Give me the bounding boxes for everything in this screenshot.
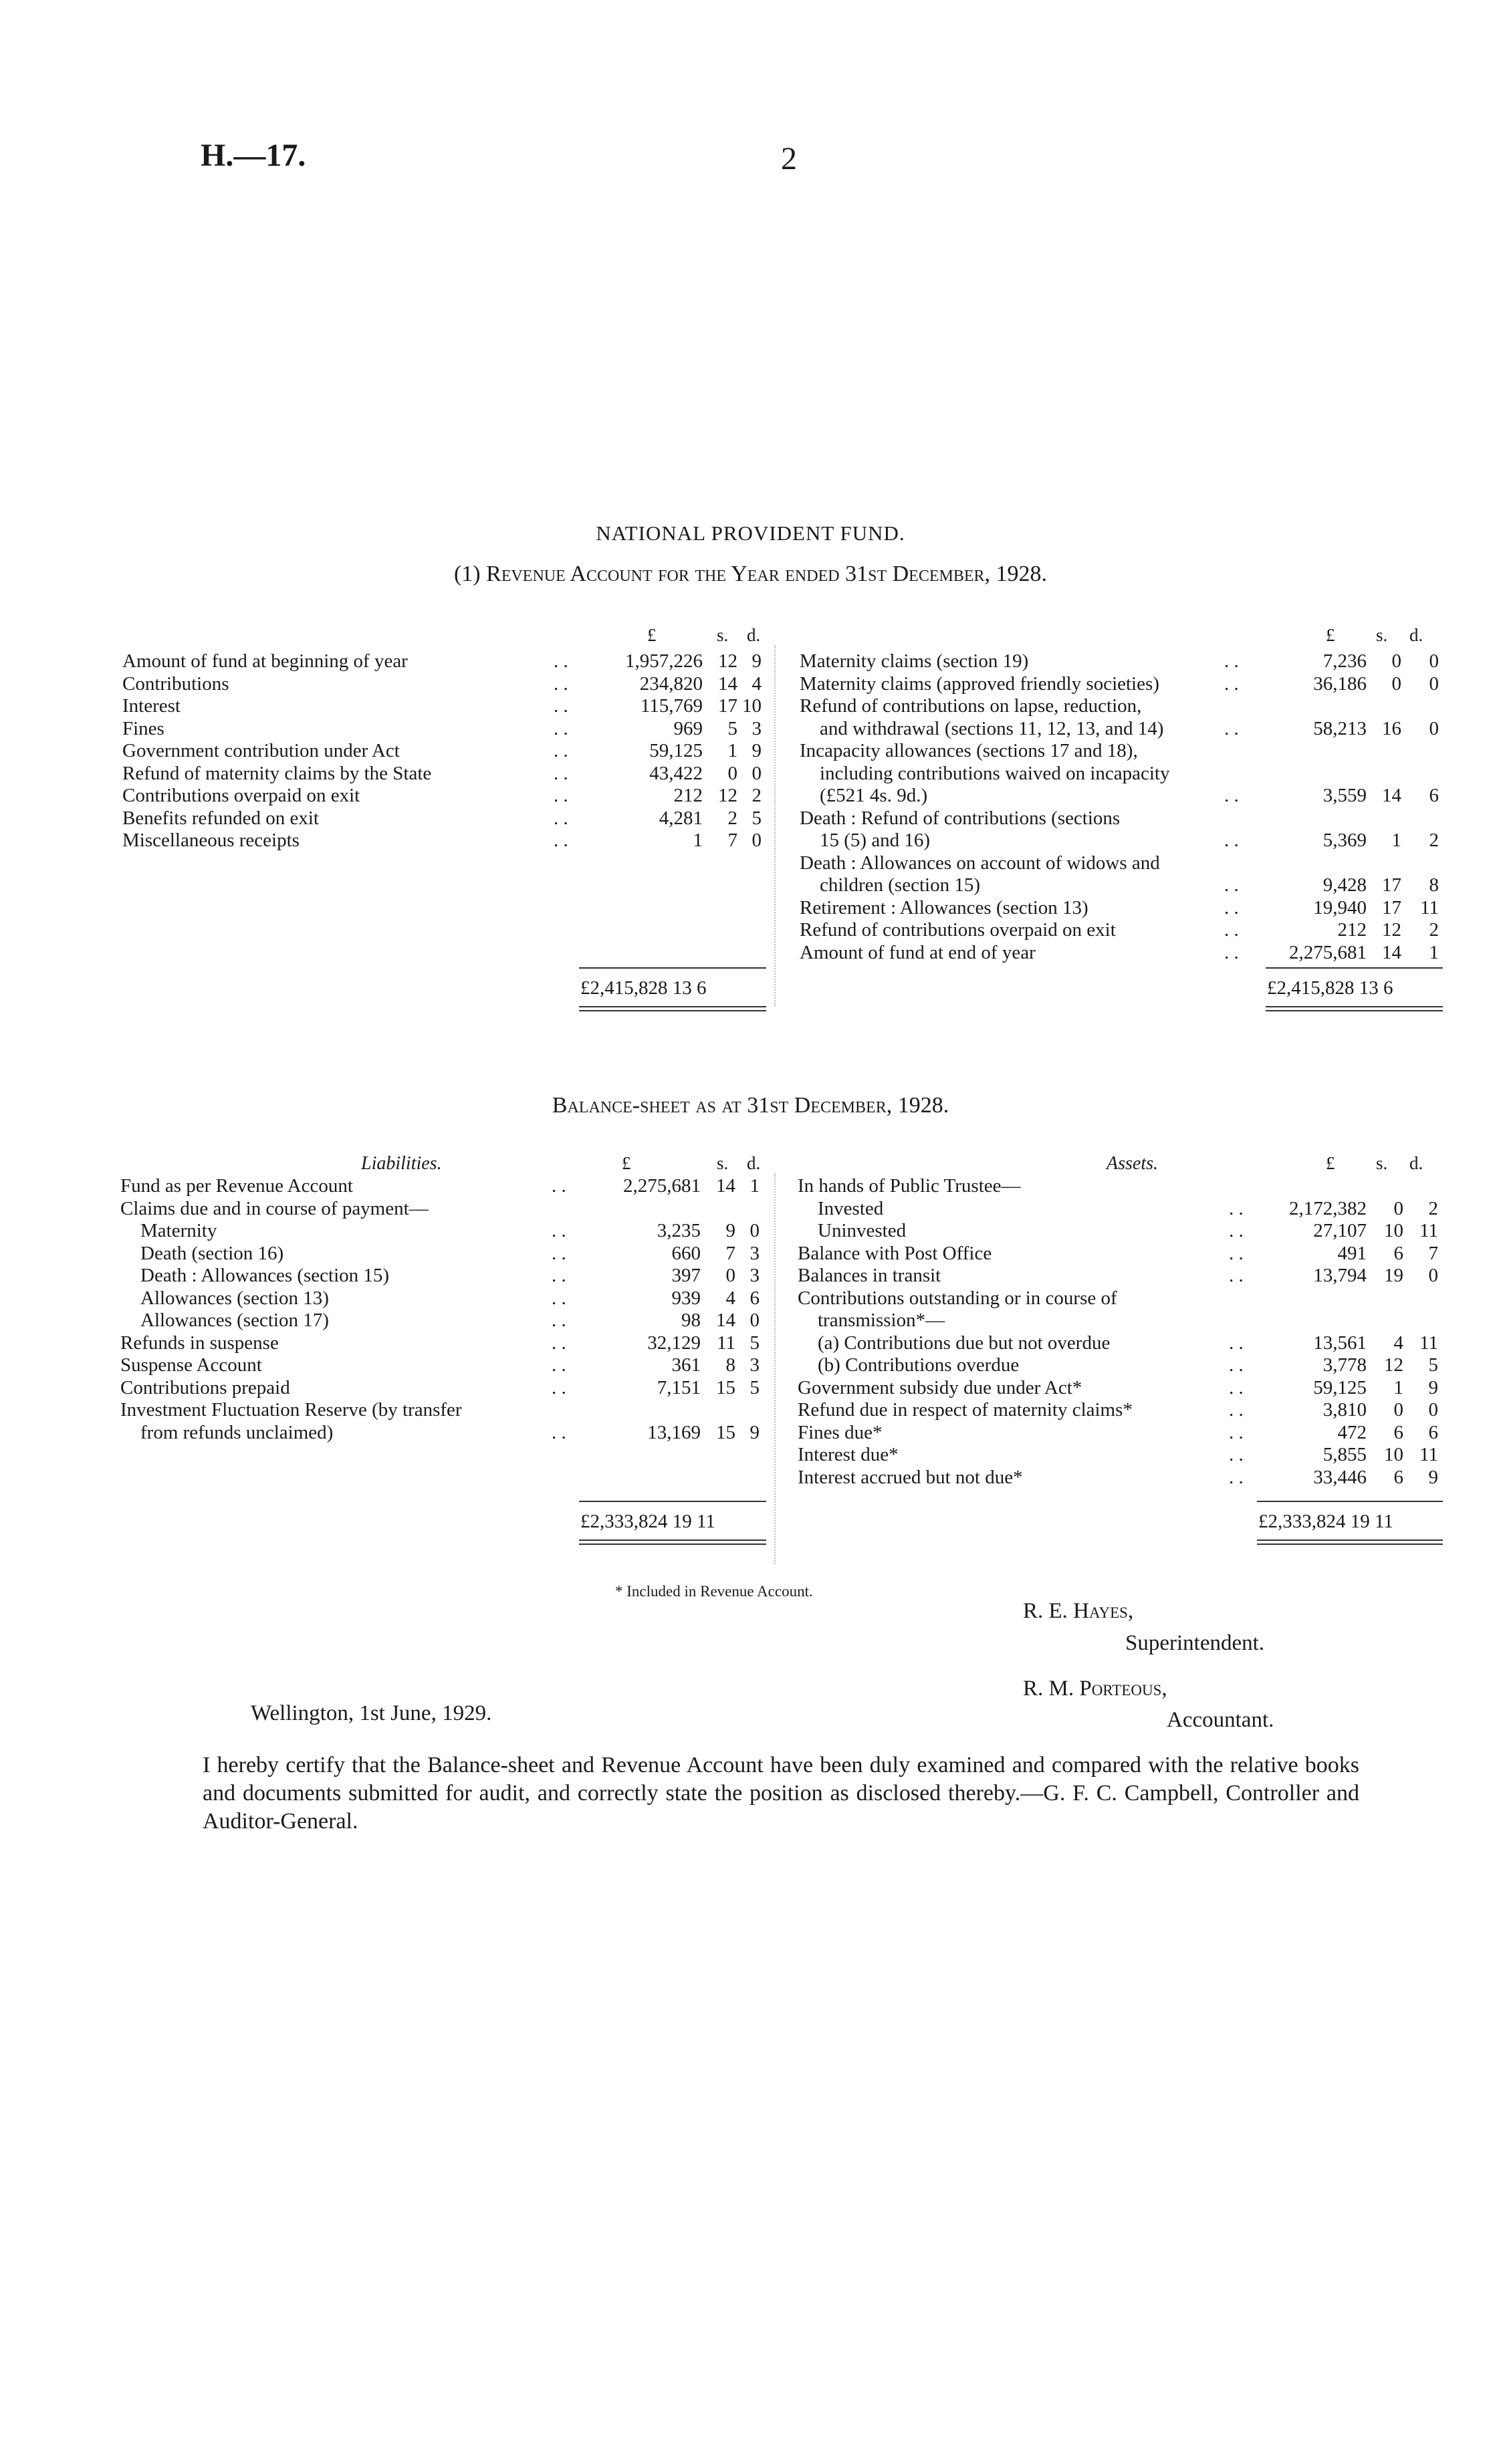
revenue-payment-label: Maternity claims (section 19) [800,650,1029,672]
revenue-payment-row [800,897,1443,920]
revenue-payments-column [800,650,1443,964]
liability-pence: 3 [749,1265,760,1286]
revenue-prefix: (1) [453,562,487,586]
fund-title: NATIONAL PROVIDENT FUND. [596,521,905,545]
bal-left-pound-header: £ [622,1153,631,1173]
revenue-payment-label: and withdrawal (sections 11, 12, 13, and 14) [820,717,1164,739]
liability-row [120,1354,764,1377]
revenue-receipt-row [122,673,764,696]
rev-right-pound-header: £ [1326,625,1335,645]
revenue-receipt-shillings: 12 [718,785,737,806]
liability-label: Death (section 16) [140,1242,284,1264]
revenue-receipt-shillings: 5 [727,717,737,739]
asset-label: Refund due in respect of maternity claims* [798,1399,1133,1421]
revenue-receipt-pence: 10 [742,695,762,717]
revenue-payment-leader-dots: . . [1224,919,1239,941]
liability-shillings: 14 [716,1310,735,1331]
revenue-payment-leader-dots: . . [1224,717,1239,739]
revenue-receipt-pence: 4 [752,672,762,695]
liability-row [120,1243,764,1265]
asset-pence: 9 [1428,1376,1438,1398]
asset-pounds: 27,107 [1313,1220,1367,1241]
revenue-payment-pounds: 5,369 [1322,830,1367,851]
revenue-payment-pence: 0 [1429,672,1439,695]
revenue-payment-row [800,650,1443,673]
asset-leader-dots: . . [1229,1466,1244,1488]
liability-label: Suspense Account [120,1354,262,1376]
balance-left-total: £2,333,824 19 11 [580,1511,715,1532]
liability-pounds: 98 [681,1310,701,1331]
document-reference: H.—17. [201,138,306,173]
liability-pounds: 939 [671,1287,701,1309]
asset-row [798,1467,1443,1489]
asset-leader-dots: . . [1229,1399,1244,1421]
asset-shillings: 6 [1393,1421,1403,1443]
asset-pence: 6 [1428,1421,1438,1443]
revenue-payment-pounds: 36,186 [1313,672,1367,695]
revenue-payment-shillings: 16 [1382,717,1401,739]
revenue-receipt-label: Refund of maternity claims by the State [122,762,432,784]
liability-pence: 3 [749,1242,760,1264]
revenue-receipt-pence: 2 [752,785,762,806]
revenue-payment-label: Death : Refund of contributions (sections [800,807,1121,829]
revenue-payment-leader-dots: . . [1224,650,1239,672]
revenue-receipt-shillings: 1 [727,740,737,761]
asset-row [798,1422,1443,1445]
liability-leader-dots: . . [552,1220,566,1241]
revenue-receipt-label: Contributions [122,672,229,695]
assets-column [798,1175,1443,1489]
liability-label: Claims due and in course of payment— [120,1197,429,1219]
revenue-payment-pence: 8 [1429,874,1439,896]
revenue-payment-pounds: 212 [1337,919,1367,941]
revenue-receipt-pence: 0 [752,830,762,851]
liability-leader-dots: . . [552,1242,566,1264]
asset-shillings: 0 [1393,1197,1403,1219]
revenue-receipt-pounds: 1 [693,830,703,851]
revenue-payment-row [800,763,1443,785]
revenue-receipt-pounds: 1,957,226 [625,650,703,672]
asset-shillings: 12 [1384,1354,1403,1376]
revenue-receipt-pounds: 212 [673,785,703,806]
asset-row [798,1310,1443,1332]
liability-label: Investment Fluctuation Reserve (by transfer [120,1399,462,1421]
signatory-1-title: Superintendent. [1125,1631,1265,1655]
revenue-payment-label: Retirement : Allowances (section 13) [800,896,1088,918]
liability-row [120,1422,764,1445]
bal-right-shilling-header: s. [1376,1153,1388,1173]
asset-label: Interest due* [798,1444,899,1465]
revenue-payment-shillings: 1 [1391,830,1401,851]
revenue-payment-label: 15 (5) and 16) [820,830,931,851]
revenue-payment-label: Death : Allowances on account of widows and [800,852,1160,874]
asset-shillings: 1 [1393,1376,1403,1398]
revenue-payment-pence: 2 [1429,830,1439,851]
revenue-payment-leader-dots: . . [1224,874,1239,896]
liability-shillings: 4 [725,1287,735,1309]
revenue-receipt-shillings: 2 [727,807,737,829]
asset-pence: 11 [1419,1220,1438,1241]
liability-label: Allowances (section 13) [140,1287,329,1309]
revenue-receipt-row [122,785,764,808]
revenue-payment-pence: 11 [1420,896,1439,918]
revenue-receipt-leader-dots: . . [554,830,568,851]
revenue-payment-row [800,695,1443,718]
rev-right-pence-header: d. [1409,625,1423,645]
revenue-payment-shillings: 14 [1382,785,1401,806]
asset-shillings: 10 [1384,1444,1403,1465]
rev-left-pound-header: £ [647,625,657,645]
asset-pounds: 59,125 [1313,1376,1367,1398]
revenue-payment-pence: 0 [1429,650,1439,672]
revenue-receipt-row [122,740,764,763]
revenue-payment-row [800,718,1443,741]
asset-pounds: 472 [1337,1421,1367,1443]
liability-shillings: 9 [725,1220,735,1241]
revenue-payment-shillings: 0 [1391,650,1401,672]
asset-pence: 2 [1428,1197,1438,1219]
asset-shillings: 10 [1384,1220,1403,1241]
liability-pence: 0 [749,1310,760,1331]
asset-pounds: 3,810 [1322,1399,1367,1421]
revenue-payment-shillings: 0 [1391,672,1401,695]
asset-row [798,1332,1443,1355]
liability-row [120,1265,764,1287]
revenue-receipt-pence: 5 [752,807,762,829]
liability-row [120,1310,764,1332]
asset-pounds: 13,561 [1313,1332,1367,1354]
asset-row [798,1354,1443,1377]
revenue-receipt-leader-dots: . . [554,695,568,717]
revenue-receipt-pence: 9 [752,740,762,761]
bal-right-pence-header: d. [1409,1153,1423,1173]
liabilities-column [120,1175,764,1444]
liability-leader-dots: . . [552,1265,566,1286]
bal-right-pound-header: £ [1326,1153,1335,1173]
revenue-receipt-row [122,718,764,741]
assets-heading: Assets. [1107,1153,1158,1174]
asset-shillings: 19 [1384,1265,1403,1286]
asset-label: (a) Contributions due but not overdue [818,1332,1111,1354]
liability-pence: 5 [749,1332,760,1354]
bal-left-shilling-header: s. [717,1153,729,1173]
asset-pounds: 491 [1337,1242,1367,1264]
footnote: * Included in Revenue Account. [615,1583,813,1600]
balance-sheet-title-visible: Balance-sheet as at 31st December, 1928. [552,1093,949,1118]
asset-label: Interest accrued but not due* [798,1466,1023,1488]
asset-shillings: 0 [1393,1399,1403,1421]
liability-leader-dots: . . [552,1332,566,1354]
revenue-receipt-label: Contributions overpaid on exit [122,785,360,806]
liability-leader-dots: . . [552,1310,566,1331]
revenue-payment-label: children (section 15) [820,874,980,896]
revenue-receipt-pounds: 59,125 [649,740,703,761]
liability-leader-dots: . . [552,1354,566,1376]
revenue-receipt-leader-dots: . . [554,672,568,695]
revenue-receipt-row [122,650,764,673]
asset-label: Government subsidy due under Act* [798,1376,1082,1398]
asset-row [798,1198,1443,1221]
asset-shillings: 6 [1393,1242,1403,1264]
liability-pence: 9 [749,1421,760,1443]
liability-pounds: 660 [671,1242,701,1264]
revenue-receipt-shillings: 17 [718,695,737,717]
asset-label: Balance with Post Office [798,1242,992,1264]
asset-pounds: 3,778 [1322,1354,1367,1376]
bal-left-pence-header: d. [747,1153,761,1173]
revenue-receipt-leader-dots: . . [554,740,568,761]
asset-row [798,1175,1443,1198]
liability-pence: 0 [749,1220,760,1241]
rev-left-pence-header: d. [747,625,761,645]
asset-pounds: 5,855 [1322,1444,1367,1465]
signatory-2-name: R. M. Porteous, [1023,1677,1167,1701]
liability-pounds: 13,169 [647,1421,701,1443]
liability-leader-dots: . . [552,1175,566,1197]
revenue-payment-row [800,919,1443,942]
revenue-payment-shillings: 12 [1382,919,1401,941]
revenue-payment-row [800,740,1443,763]
revenue-receipt-label: Benefits refunded on exit [122,807,319,829]
revenue-payment-label: Refund of contributions overpaid on exit [800,919,1116,941]
signatory-1-name: R. E. Hayes, [1023,1599,1134,1623]
revenue-receipt-label: Amount of fund at beginning of year [122,650,408,672]
revenue-payment-label: Refund of contributions on lapse, reduction, [800,695,1142,717]
revenue-receipt-row [122,763,764,785]
revenue-right-total: £2,415,828 13 6 [1267,977,1393,999]
asset-label: In hands of Public Trustee— [798,1175,1021,1197]
revenue-payment-label: Incapacity allowances (sections 17 and 18), [800,740,1138,761]
asset-label: Uninvested [818,1220,907,1241]
liability-pounds: 397 [671,1265,701,1286]
revenue-payment-pounds: 9,428 [1322,874,1367,896]
asset-leader-dots: . . [1229,1265,1244,1286]
revenue-payment-leader-dots: . . [1224,672,1239,695]
revenue-receipt-shillings: 14 [718,672,737,695]
liability-shillings: 0 [725,1265,735,1286]
asset-pence: 5 [1428,1354,1438,1376]
revenue-payment-pence: 6 [1429,785,1439,806]
asset-row [798,1220,1443,1243]
liability-shillings: 8 [725,1354,735,1376]
revenue-receipt-row [122,808,764,830]
revenue-receipt-leader-dots: . . [554,762,568,784]
revenue-payment-label: including contributions waived on incapacity [820,762,1170,784]
asset-row [798,1287,1443,1310]
asset-leader-dots: . . [1229,1242,1244,1264]
revenue-payment-row [800,852,1443,875]
liability-label: from refunds unclaimed) [140,1421,334,1443]
asset-pounds: 33,446 [1313,1466,1367,1488]
signatory-2-title: Accountant. [1167,1708,1274,1732]
revenue-receipt-pence: 0 [752,762,762,784]
revenue-payment-pence: 0 [1429,717,1439,739]
revenue-payment-pounds: 3,559 [1322,785,1367,806]
revenue-receipt-row [122,695,764,718]
asset-pence: 7 [1428,1242,1438,1264]
revenue-receipt-label: Miscellaneous receipts [122,830,300,851]
liability-row [120,1399,764,1422]
revenue-payment-row [800,874,1443,897]
revenue-receipt-shillings: 0 [727,762,737,784]
revenue-receipt-leader-dots: . . [554,807,568,829]
liability-pounds: 3,235 [657,1220,701,1241]
revenue-payment-row [800,942,1443,965]
revenue-receipt-shillings: 12 [718,650,737,672]
revenue-payment-pence: 1 [1429,941,1439,963]
revenue-receipt-pounds: 115,769 [640,695,703,717]
liability-leader-dots: . . [552,1421,566,1443]
revenue-payment-row [800,673,1443,696]
asset-shillings: 6 [1393,1466,1403,1488]
place-and-date: Wellington, 1st June, 1929. [251,1701,492,1725]
asset-label: Invested [818,1197,884,1219]
revenue-payment-label: Amount of fund at end of year [800,941,1036,963]
balance-right-total: £2,333,824 19 11 [1258,1511,1393,1532]
revenue-payment-label: (£521 4s. 9d.) [820,785,928,806]
asset-pence: 11 [1419,1332,1438,1354]
asset-label: (b) Contributions overdue [818,1354,1020,1376]
revenue-payment-row [800,785,1443,808]
liability-shillings: 15 [716,1376,735,1398]
asset-row [798,1265,1443,1287]
asset-pence: 0 [1428,1265,1438,1286]
revenue-receipt-pounds: 234,820 [639,672,703,695]
asset-label: transmission*— [818,1310,945,1331]
revenue-payment-shillings: 17 [1382,896,1401,918]
revenue-left-total: £2,415,828 13 6 [580,977,707,999]
revenue-receipt-shillings: 7 [727,830,737,851]
rev-left-shilling-header: s. [717,625,729,645]
asset-leader-dots: . . [1229,1354,1244,1376]
asset-pounds: 2,172,382 [1289,1197,1367,1219]
revenue-payment-shillings: 17 [1382,874,1401,896]
revenue-receipt-pence: 9 [752,650,762,672]
liability-row [120,1220,764,1243]
revenue-receipt-row [122,830,764,852]
revenue-receipt-label: Government contribution under Act [122,740,400,761]
asset-pence: 11 [1419,1444,1438,1465]
revenue-payment-pounds: 58,213 [1313,717,1367,739]
balance-sheet [0,1153,1501,1568]
liability-row [120,1287,764,1310]
liability-row [120,1332,764,1355]
liability-row [120,1175,764,1198]
liability-label: Contributions prepaid [120,1376,290,1398]
revenue-payment-leader-dots: . . [1224,941,1239,963]
asset-row [798,1399,1443,1422]
asset-label: Fines due* [798,1421,883,1443]
revenue-receipt-leader-dots: . . [554,785,568,806]
revenue-payment-row [800,830,1443,852]
asset-leader-dots: . . [1229,1197,1244,1219]
liability-pence: 5 [749,1376,760,1398]
revenue-receipt-pounds: 969 [673,717,703,739]
liability-label: Allowances (section 17) [140,1310,329,1331]
revenue-receipts-column [122,650,764,852]
liability-pounds: 2,275,681 [623,1175,701,1197]
liability-pounds: 7,151 [657,1376,701,1398]
liability-label: Refunds in suspense [120,1332,279,1354]
asset-pounds: 13,794 [1313,1265,1367,1286]
revenue-payment-leader-dots: . . [1224,785,1239,806]
revenue-payment-label: Maternity claims (approved friendly societies) [800,672,1159,695]
revenue-payment-pounds: 19,940 [1313,896,1367,918]
liability-shillings: 11 [717,1332,735,1354]
audit-certificate: I hereby certify that the Balance-sheet and Revenue Account have been duly examined and compared with the relative books and documents submitted for audit, and correctly state the position as disclosed thereby.—G. F. C. Campbell, Controller and Auditor-General. [203,1753,1359,1834]
revenue-account-title [0,562,1501,587]
revenue-payment-pence: 2 [1429,919,1439,941]
liability-pounds: 361 [671,1354,701,1376]
asset-row [798,1444,1443,1467]
liability-shillings: 7 [725,1242,735,1264]
page-number: 2 [781,141,797,176]
revenue-receipt-leader-dots: . . [554,650,568,672]
asset-label: Balances in transit [798,1265,941,1286]
asset-leader-dots: . . [1229,1421,1244,1443]
asset-row [798,1243,1443,1265]
liability-pence: 3 [749,1354,760,1376]
rev-right-shilling-header: s. [1376,625,1388,645]
asset-pence: 9 [1428,1466,1438,1488]
revenue-receipt-leader-dots: . . [554,717,568,739]
revenue-payment-shillings: 14 [1382,941,1401,963]
liability-leader-dots: . . [552,1287,566,1309]
revenue-payment-leader-dots: . . [1224,896,1239,918]
revenue-receipt-pounds: 4,281 [659,807,703,829]
liability-label: Fund as per Revenue Account [120,1175,353,1197]
liability-leader-dots: . . [552,1376,566,1398]
liability-row [120,1198,764,1221]
liability-label: Maternity [140,1220,217,1241]
revenue-receipt-label: Fines [122,717,164,739]
liability-pence: 1 [749,1175,760,1197]
asset-leader-dots: . . [1229,1376,1244,1398]
revenue-title-text: Revenue Account for the Year ended 31st December, 1928. [486,562,1047,586]
asset-pence: 0 [1428,1399,1438,1421]
liability-pence: 6 [749,1287,760,1309]
liability-shillings: 14 [716,1175,735,1197]
liability-pounds: 32,129 [647,1332,701,1354]
liabilities-heading: Liabilities. [361,1153,442,1174]
asset-shillings: 4 [1393,1332,1403,1354]
liability-row [120,1377,764,1400]
liability-label: Death : Allowances (section 15) [140,1265,390,1286]
asset-row [798,1377,1443,1400]
revenue-payment-row [800,808,1443,830]
revenue-payment-pounds: 7,236 [1322,650,1367,672]
revenue-receipt-pounds: 43,422 [649,762,703,784]
asset-label: Contributions outstanding or in course of [798,1287,1117,1309]
revenue-payment-pounds: 2,275,681 [1289,941,1367,963]
revenue-account [0,625,1501,1026]
revenue-payment-leader-dots: . . [1224,830,1239,851]
liability-shillings: 15 [716,1421,735,1443]
asset-leader-dots: . . [1229,1332,1244,1354]
asset-leader-dots: . . [1229,1220,1244,1241]
revenue-receipt-label: Interest [122,695,181,717]
revenue-receipt-pence: 3 [752,717,762,739]
asset-leader-dots: . . [1229,1444,1244,1465]
